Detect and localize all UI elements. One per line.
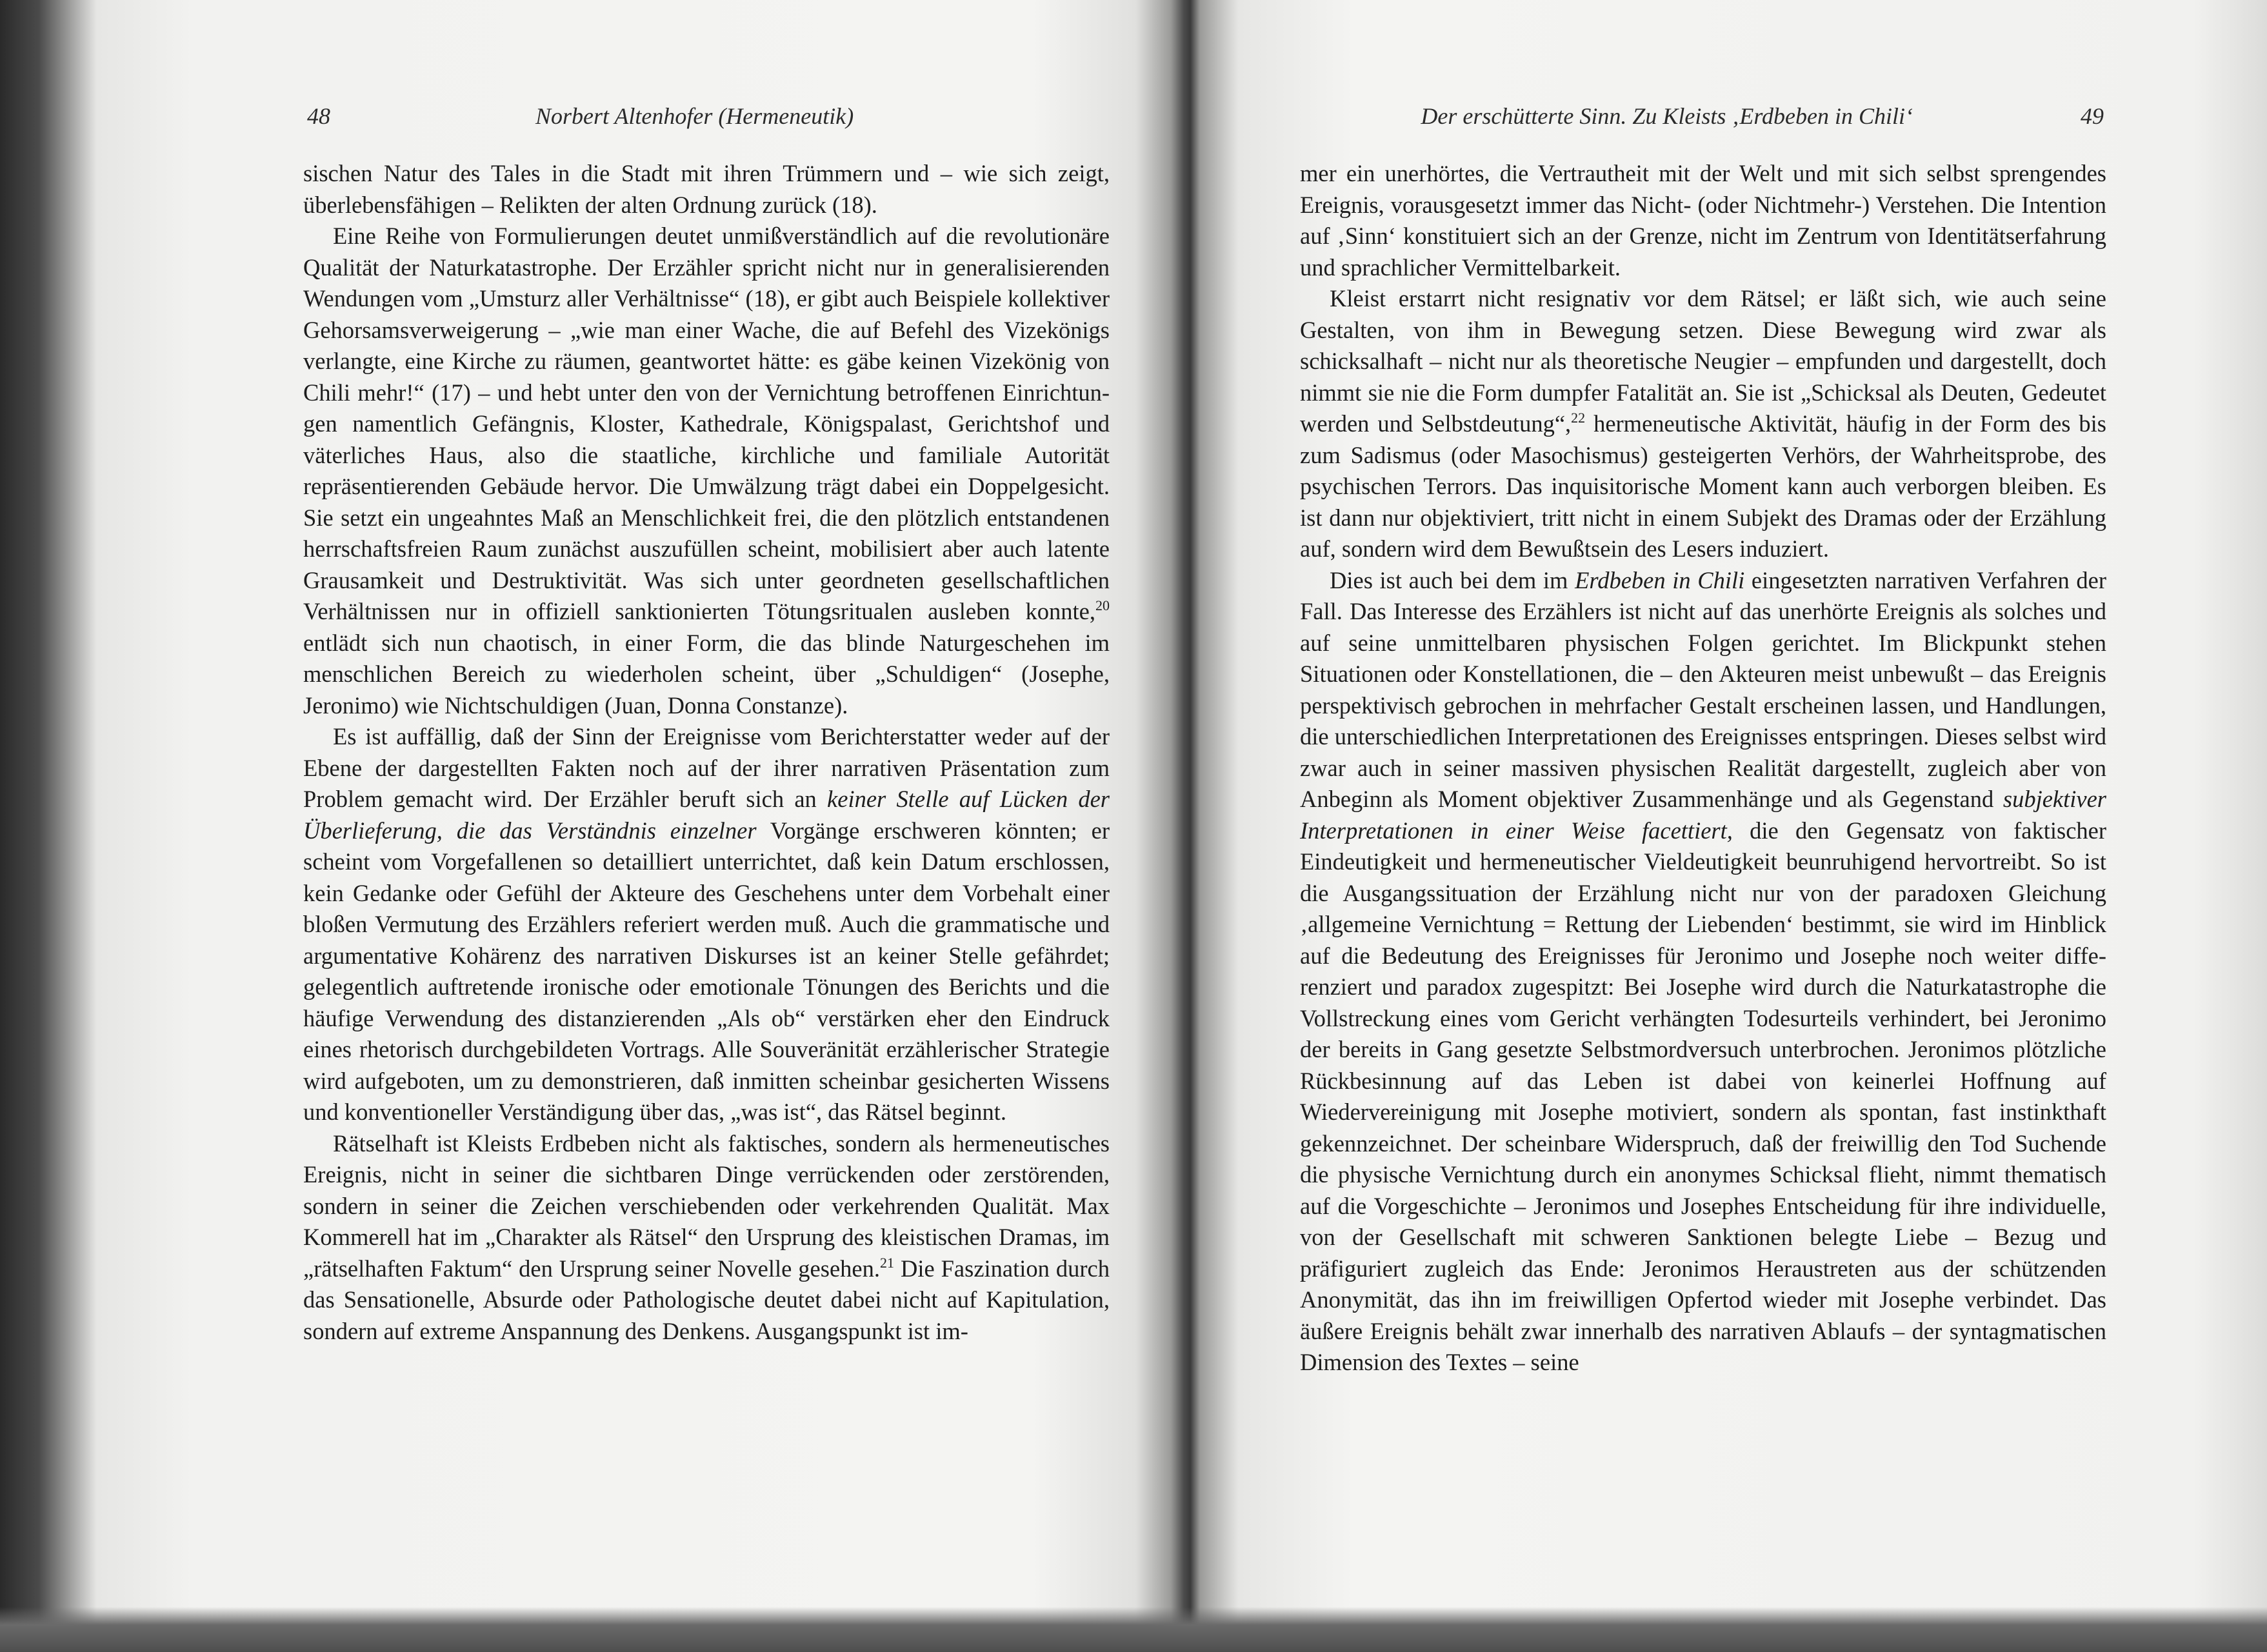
left-page xyxy=(303,0,1110,1652)
text-run: hermeneutische Aktivität, häufig in der Form des bis zum Sadismus (oder Masochismus) gesteigerten Verhörs, der Wahrheitsprobe, des psychischen Terrors. Das inquisitorische Moment kann auch verborgen bleiben. Es ist dann nur objektiviert, tritt nicht in einem Subjekt des Dramas oder der Erzählung auf, sondern wird dem Bewußtsein des Lesers induziert. xyxy=(1300,410,2106,562)
footnote-ref: 20 xyxy=(1095,597,1110,613)
italic-run: Erdbeben in Chili xyxy=(1575,566,1745,593)
text-run: Rätselhaft ist Kleists Erdbeben nicht als faktisches, sondern als hermeneutisches Ereignis, nicht in seiner die sichtbaren Dinge verrückenden oder zerstörenden, sondern in seiner die Zeichen verschiebenden oder verkehrenden Qualität. Max Kommerell hat im „Charakter als Rätsel“ den Ursprung des kleistischen Dramas, im „rätselhaften Faktum“ den Ursprung seiner Novelle gesehen. xyxy=(303,1130,1110,1282)
text-run: Es ist auffällig, daß der Sinn der Ereignisse vom Berichterstatter weder auf der Ebene der dargestellten Fakten noch auf der ihrer narrativen Präsentation zum Problem gemacht wird. Der Erzähler beruft sich an xyxy=(303,723,1110,812)
italic-run: keiner Stelle auf Lücken der Überlieferung, die das Verständnis einzelner xyxy=(303,786,1110,844)
italic-run: subjektiver Interpretationen in einer Weise facettiert, xyxy=(1300,786,2106,844)
right-page-number: 49 xyxy=(2081,103,2104,129)
paragraph xyxy=(1300,158,2106,283)
right-body-text xyxy=(1300,158,2106,1378)
text-run: Vorgänge erschweren könnten; er scheint vom Vorgefallenen so detailliert unterrichtet, daß kein Datum erschlossen, kein Gedanke oder Gefühl der Akteure des Geschehens unter dem Vorbehalt einer bloßen Vermutung des Erzählers referiert werden muß. Auch die grammatische und argumentative Kohärenz des narrativen Diskurses ist an keiner Stelle gefährdet; gelegentlich auftretende ironische oder emotionale Tönungen des Berichts und die häufige Verwendung des distanzierenden „Als ob“ verstärken eher den Eindruck eines rhetorisch durchgebildeten Vortrags. Alle Souveränität erzählerischer Strategie wird aufgeboten, um zu demonstrieren, daß inmitten scheinbar gesicherten Wissens und konventioneller Verständigung über das, „was ist“, das Rätsel beginnt. xyxy=(303,817,1110,1125)
paragraph xyxy=(303,158,1110,221)
paragraph xyxy=(303,221,1110,721)
left-body-text xyxy=(303,158,1110,1347)
text-run: Die Faszination durch das Sensationelle, Absurde oder Pathologische deutet dabei nicht auf Kapitulation, sondern auf extreme Anspannung des Denkens. Ausgangspunkt ist im- xyxy=(303,1255,1110,1344)
text-run: entlädt sich nun chaotisch, in einer Form, die das blinde Naturgeschehen im menschlichen Bereich zu wiederholen scheint, über „Schuldigen“ (Josephe, Jeronimo) wie Nichtschuldigen (Juan, Donna Constanze). xyxy=(303,629,1110,719)
text-run: die den Gegensatz von faktischer Eindeutigkeit und hermeneutischer Vieldeutigkeit beunruhigend hervortreibt. So ist die Ausgangssituation der Erzählung nicht nur von der paradoxen Gleichung ‚allgemeine Vernichtung = Rettung der Liebenden‘ bestimmt, sie wird im Hinblick auf die Bedeutung des Ereignisses für Jeronimo und Josephe noch weiter differenziert und paradox zugespitzt: Bei Josephe wird durch die Naturkatastrophe die Vollstreckung eines vom Gericht verhängten Todesurteils verhindert, bei Jeronimo der bereits in Gang gesetzte Selbstmordversuch unterbrochen. Jeronimos plötzliche Rückbesinnung auf das Leben ist dabei von keinerlei Hoffnung auf Wiedervereinigung mit Josephe motiviert, sondern als spontan, fast instinkthaft gekennzeichnet. Der scheinbare Widerspruch, daß der freiwillig den Tod Suchende die physische Vernichtung durch ein anonymes Schicksal flieht, nimmt thematisch auf die Vorgeschichte – Jeronimos und Josephes Entscheidung für ihre individuelle, von der Gesellschaft mit schweren Sanktionen belegte Liebe – Bezug und präfiguriert zugleich das Ende: Jeronimos Heraustreten aus der schützenden Anonymität, das ihn im freiwilligen Opfertod wieder mit Josephe verbindet. Das äußere Ereignis behält zwar innerhalb des narrativen Ablaufs – der syntagmatischen Dimension des Textes – seine xyxy=(1300,817,2106,1375)
text-run: eingesetzten narrativen Verfahren der Fall. Das Interesse des Erzählers ist nicht auf das unerhörte Ereignis als solches und auf seine unmittelbaren physischen Folgen gerichtet. Im Blickpunkt stehen Situationen oder Konstellationen, die – den Akteuren meist unbewußt – das Ereignis perspektivisch gebrochen in mehrfacher Gestalt erscheinen lassen, und Handlungen, die unterschiedlichen Interpretationen des Ereignisses entspringen. Dieses selbst wird zwar auch in seiner massiven physischen Realität dargestellt, zugleich aber von Anbeginn als Moment objektiver Zusammenhänge und als Gegenstand xyxy=(1300,566,2106,812)
paragraph xyxy=(303,1128,1110,1348)
footnote-ref: 22 xyxy=(1571,410,1586,426)
right-running-head xyxy=(1300,97,2106,135)
right-page xyxy=(1300,0,2106,1652)
text-run: sischen Natur des Tales in die Stadt mit ihren Trümmern und – wie sich zeigt, überlebensfähigen – Relikten der alten Ordnung zurück (18). xyxy=(303,160,1110,218)
text-run: Dies ist auch bei dem im xyxy=(1330,566,1575,593)
footnote-ref: 21 xyxy=(879,1254,894,1271)
left-running-head xyxy=(303,97,1110,135)
paragraph xyxy=(303,721,1110,1128)
text-run: Kleist erstarrt nicht resignativ vor dem Rätsel; er läßt sich, wie auch seine Gestalten, von ihm in Bewegung setzen. Diese Bewegung wird zwar als schicksalhaft – nicht nur als theoretische Neugier – empfunden und dargestellt, doch nimmt sie nie die Form dumpfer Fatalität an. Sie ist „Schicksal als Deuten, Gedeutet werden und Selbstdeutung“, xyxy=(1300,285,2106,437)
right-running-title: Der erschütterte Sinn. Zu Kleists ‚Erdbeben in Chili‘ xyxy=(1421,103,1913,129)
paragraph xyxy=(1300,565,2106,1378)
paragraph xyxy=(1300,283,2106,565)
left-running-title: Norbert Altenhofer (Hermeneutik) xyxy=(535,103,854,129)
text-run: mer ein unerhörtes, die Vertrautheit mit der Welt und mit sich selbst sprengendes Ereignis, vorausgesetzt immer das Nicht- (oder Nichtmehr-) Verstehen. Die Intention auf ‚Sinn‘ konstituiert sich an der Grenze, nicht im Zentrum von Identitätserfahrung und sprachlicher Vermittelbarkeit. xyxy=(1300,160,2106,281)
left-page-number: 48 xyxy=(307,103,330,129)
text-run: Eine Reihe von Formulierungen deutet unmißverständlich auf die revolutionäre Qualität der Naturkatastrophe. Der Erzähler spricht nicht nur in generalisierenden Wendungen vom „Umsturz aller Verhältnisse“ (18), er gibt auch Beispiele kollektiver Gehorsamsverweigerung – „wie man einer Wache, die auf Befehl des Vizekönigs verlangte, eine Kirche zu räumen, geantwortet hätte: es gäbe keinen Vizekönig von Chili mehr!“ (17) – und hebt unter den von der Vernichtung betroffenen Einrichtungen namentlich Gefängnis, Kloster, Kathedrale, Königspalast, Gerichtshof und väterliches Haus, also die staatliche, kirchliche und familiale Autorität repräsentierenden Gebäude hervor. Die Umwälzung trägt dabei ein Doppelgesicht. Sie setzt ein ungeahntes Maß an Menschlichkeit frei, die den plötzlich entstandenen herrschaftsfreien Raum zunächst auszufüllen scheint, mobilisiert aber auch latente Grausamkeit und Destruktivität. Was sich unter geordneten gesellschaftlichen Verhältnissen nur in offiziell sanktionierten Tötungsritualen ausleben konnte, xyxy=(303,223,1110,624)
